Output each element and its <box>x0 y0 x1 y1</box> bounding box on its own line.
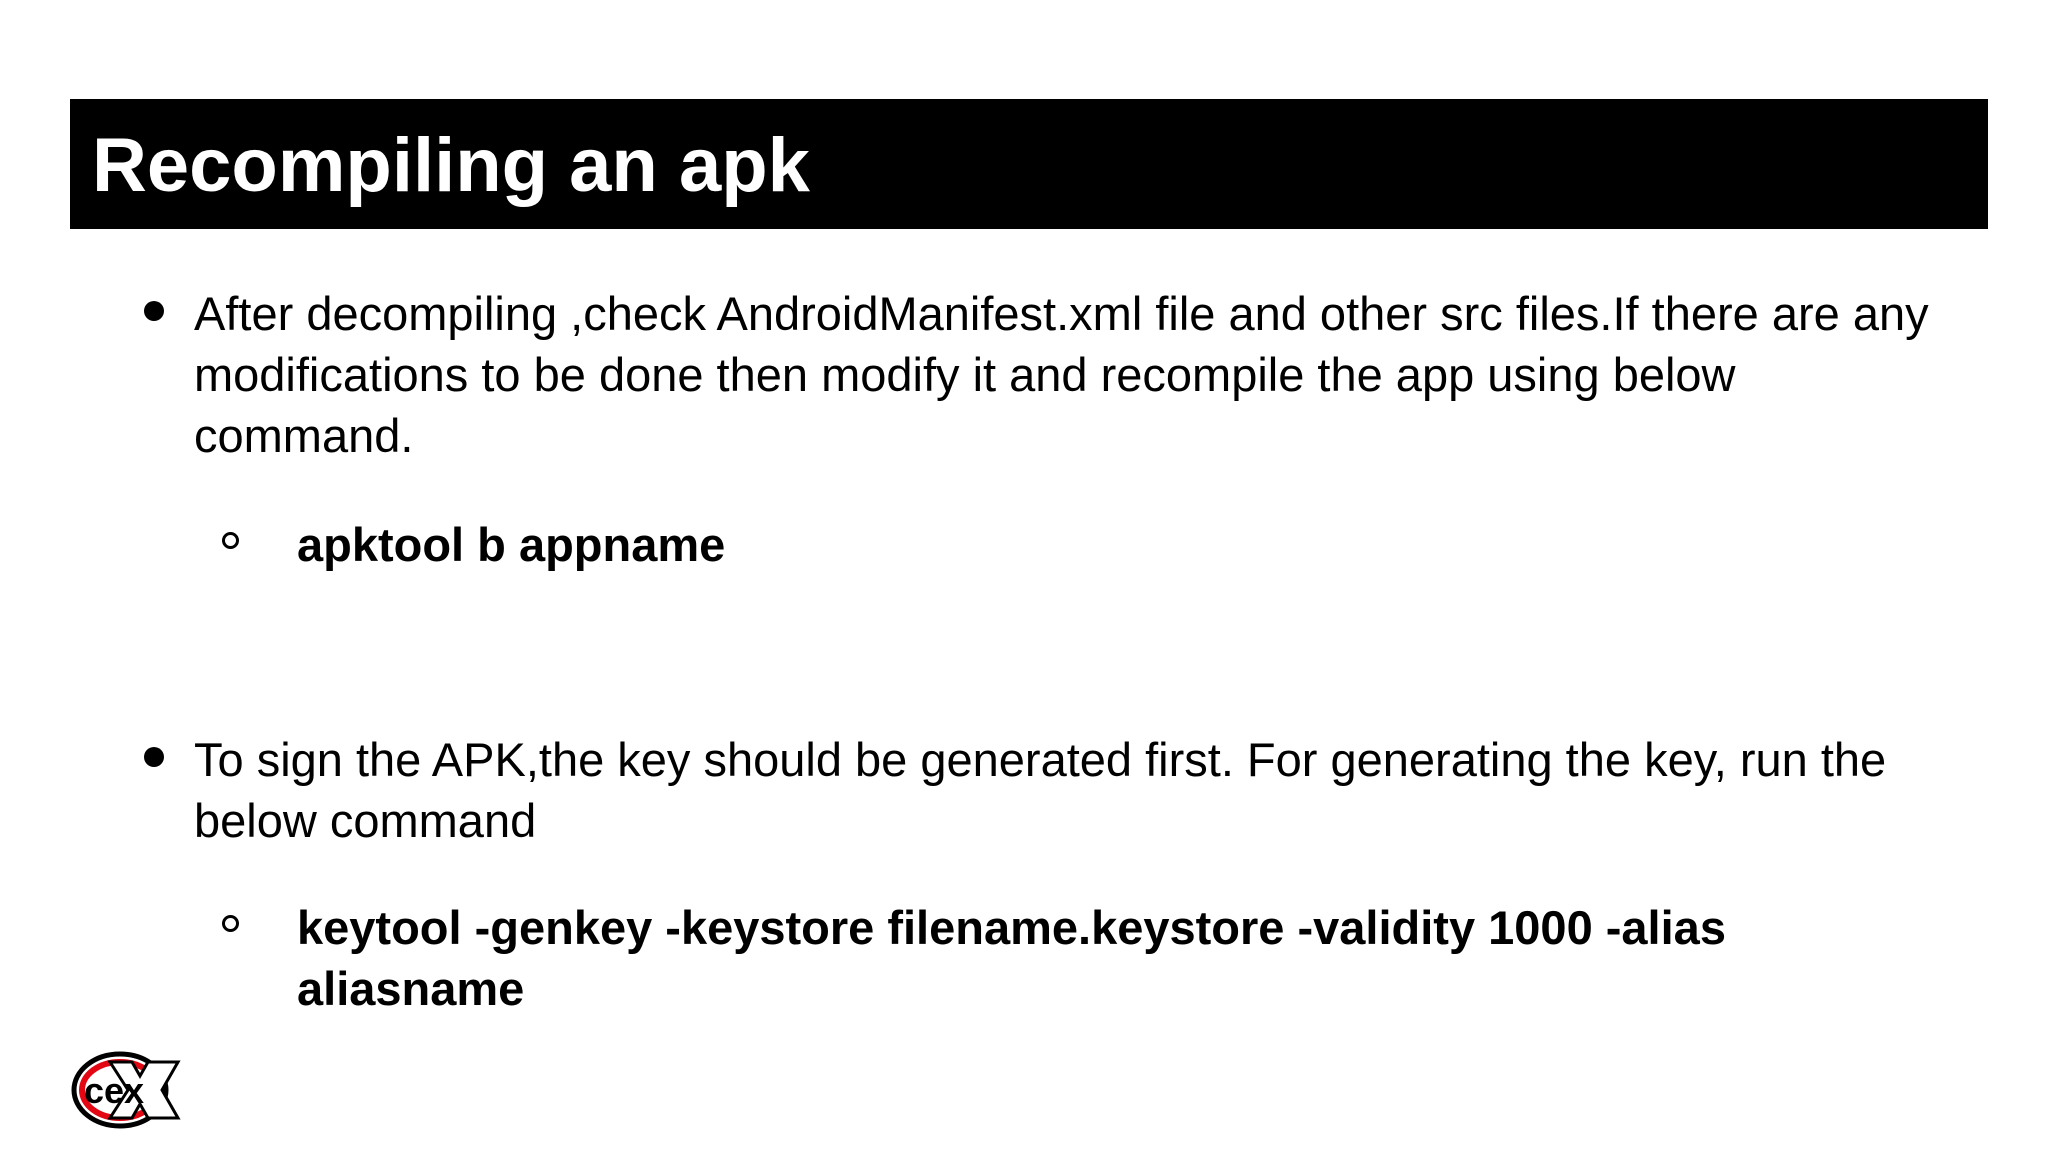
sub-bullet-apktool-command <box>222 514 1942 575</box>
bullet-item-recompile <box>144 283 1934 473</box>
command-text: keytool -genkey -keystore filename.keystore -validity 1000 -alias aliasname <box>297 901 1726 1015</box>
bullet-text: After decompiling ,check AndroidManifest.xml file and other src files.If there are any modifications to be done then modify it and recompile the app using below command. <box>194 287 1929 462</box>
command-text: apktool b appname <box>297 518 726 571</box>
logo-text: cex <box>83 1070 145 1111</box>
cex-logo-icon <box>70 1048 182 1130</box>
bullet-dot-icon <box>144 747 164 767</box>
title-bar <box>70 99 1988 229</box>
sub-bullet-keytool-command <box>222 897 1942 1022</box>
bullet-item-sign-apk <box>144 729 1934 854</box>
slide-title: Recompiling an apk <box>92 123 810 208</box>
hollow-bullet-icon <box>222 915 239 932</box>
bullet-dot-icon <box>144 301 164 321</box>
hollow-bullet-icon <box>222 532 239 549</box>
bullet-text: To sign the APK,the key should be generated first. For generating the key, run the below command <box>194 733 1887 847</box>
